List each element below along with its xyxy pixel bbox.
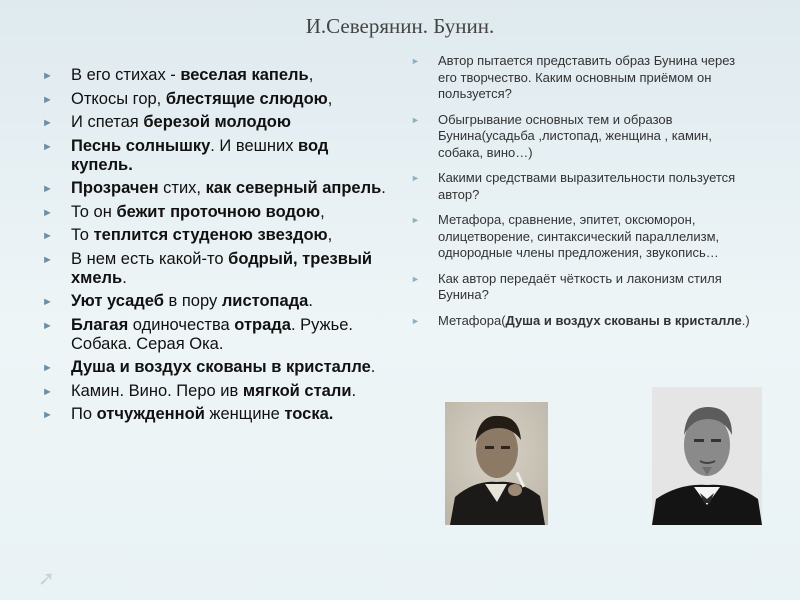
bullet-arrow-icon: ► — [42, 140, 53, 153]
poem-line-item — [42, 179, 392, 198]
bullet-text-segment: Метафора, сравнение, эпитет, оксюморон, олицетворение, синтаксический параллелизм, однородные члены предложения, звукопись… — [438, 212, 720, 260]
bullet-text-segment: березой молодою — [143, 113, 291, 131]
bullet-text-segment: Какими средствами выразительности пользуется автор? — [438, 170, 736, 202]
bullet-text-segment: Душа и воздух скованы в кристалле — [71, 358, 371, 376]
bullet-text-segment: . — [381, 179, 386, 197]
bullet-arrow-icon: ► — [42, 362, 53, 374]
bullet-arrow-icon: ► — [411, 173, 420, 183]
poem-bullet-list — [42, 66, 392, 429]
bullet-text-segment: , — [327, 226, 333, 244]
poem-line-item — [42, 292, 392, 311]
bullet-text-segment: веселая капель — [180, 66, 309, 84]
bullet-arrow-icon: ► — [42, 93, 53, 106]
bullet-text-segment: теплится студеною звездою — [93, 226, 328, 244]
bullet-text-segment: блестящие слюдою — [165, 89, 328, 108]
bullet-text-segment: Камин. Вино. Перо ив — [71, 381, 243, 400]
bullet-text-segment: Автор пытается представить образ Бунина через его творчество. Каким основным приёмом он пользуется? — [438, 53, 736, 101]
bullet-text-segment: стих, — [158, 179, 206, 197]
analysis-item — [411, 112, 751, 162]
bullet-text-segment: Метафора( — [438, 312, 506, 328]
bullet-text-segment: По — [71, 405, 97, 423]
bullet-text-segment: как северный апрель — [205, 179, 382, 197]
bullet-text-segment: одиночества — [128, 315, 235, 334]
analysis-item — [411, 53, 751, 103]
bullet-text-segment: , — [308, 66, 314, 84]
analysis-item — [411, 271, 751, 304]
analysis-item — [411, 313, 751, 330]
bullet-arrow-icon: ► — [411, 273, 420, 284]
bullet-text-segment: . — [370, 358, 376, 376]
poem-line-item — [42, 113, 392, 132]
bullet-text-segment: Прозрачен — [71, 179, 159, 197]
severyanin-portrait-image — [445, 402, 548, 525]
bullet-text-segment: Песнь солнышку — [71, 136, 211, 155]
poem-line-item — [42, 203, 392, 222]
bullet-arrow-icon: ► — [42, 206, 53, 219]
analysis-item — [411, 170, 751, 203]
bullet-text-segment: И спетая — [71, 113, 144, 131]
analysis-item — [411, 212, 751, 262]
bullet-text-segment: . — [308, 292, 313, 310]
bullet-text-segment: в пору — [163, 292, 222, 310]
bullet-text-segment: . — [122, 268, 127, 287]
bullet-text-segment: женщине — [204, 405, 285, 423]
bullet-arrow-icon: ► — [42, 409, 53, 421]
bullet-text-segment: Благая — [71, 315, 129, 334]
bullet-text-segment: бодрый, трезвый хмель — [71, 249, 373, 287]
poem-line-item — [42, 382, 392, 401]
bullet-text-segment: отрада — [234, 315, 291, 334]
bullet-arrow-icon: ► — [42, 385, 53, 398]
bullet-text-segment: , — [320, 202, 325, 221]
bullet-text-segment: В нем есть какой-то — [71, 249, 229, 268]
bullet-text-segment: бежит проточною водою — [116, 202, 321, 221]
bullet-text-segment: вод купель. — [71, 136, 329, 174]
bullet-text-segment: То — [71, 226, 94, 244]
bullet-text-segment: Душа и воздух скованы в кристалле — [505, 312, 742, 328]
bullet-arrow-icon: ► — [42, 117, 53, 129]
poem-line-item — [42, 250, 392, 288]
poem-line-item — [42, 137, 392, 175]
bullet-text-segment: , — [327, 89, 333, 108]
poem-line-item — [42, 316, 392, 354]
bullet-arrow-icon: ► — [411, 114, 420, 125]
bullet-text-segment: отчужденной — [96, 405, 205, 423]
bullet-arrow-icon: ► — [411, 215, 420, 225]
bullet-text-segment: Как автор передаёт чёткость и лаконизм стиля Бунина? — [438, 270, 722, 302]
bullet-text-segment: тоска. — [284, 405, 334, 423]
bullet-text-segment: . И вешних — [210, 136, 299, 155]
poem-line-item — [42, 226, 392, 245]
bullet-text-segment: То он — [71, 202, 117, 221]
poem-line-item — [42, 66, 392, 85]
bullet-text-segment: Уют усадеб — [71, 292, 164, 310]
poem-line-item — [42, 90, 392, 109]
bullet-arrow-icon: ► — [42, 319, 53, 332]
bullet-text-segment: .) — [741, 312, 750, 328]
analysis-bullet-list — [411, 53, 751, 338]
bullet-arrow-icon: ► — [411, 56, 420, 66]
poem-line-item — [42, 405, 392, 424]
bullet-arrow-icon: ► — [411, 315, 420, 326]
slide-title: И.Северянин. Бунин. — [305, 14, 495, 38]
bullet-text-segment: . Ружье. Собака. Серая Ока. — [71, 315, 353, 353]
bullet-text-segment: листопада — [221, 292, 309, 310]
bullet-text-segment: Откосы гор, — [71, 89, 166, 108]
bullet-text-segment: В его стихах - — [71, 66, 181, 84]
slide-nav-arrow-icon: ➚ — [38, 568, 55, 590]
bullet-text-segment: . — [351, 381, 357, 400]
poem-line-item — [42, 358, 392, 377]
bullet-arrow-icon: ► — [42, 230, 53, 242]
bullet-arrow-icon: ► — [42, 253, 53, 266]
bullet-arrow-icon: ► — [42, 183, 53, 195]
bullet-text-segment: Обыгрывание основных тем и образов Бунина(усадьба ,листопад, женщина , камин, собака, вино…) — [438, 111, 712, 160]
bullet-text-segment: мягкой стали — [242, 381, 352, 400]
bunin-portrait-image — [652, 387, 762, 525]
bullet-arrow-icon: ► — [42, 296, 53, 308]
bullet-arrow-icon: ► — [42, 70, 53, 82]
